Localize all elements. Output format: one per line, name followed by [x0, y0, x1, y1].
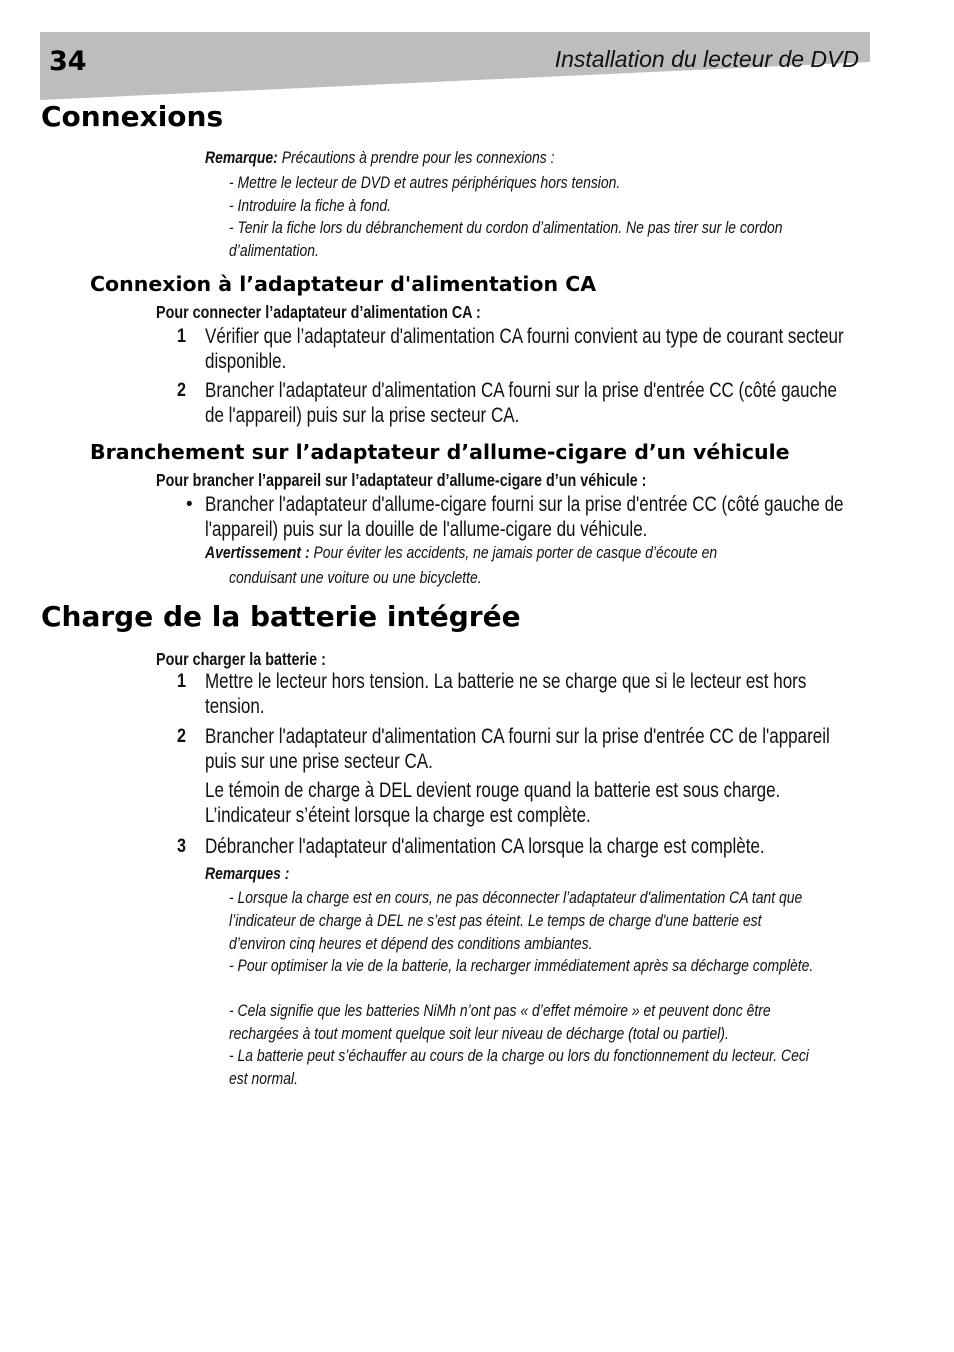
remark-item: - Pour optimiser la vie de la batterie, la recharger immédiatement après sa décharge complète.: [229, 956, 814, 975]
note-line: - Mettre le lecteur de DVD et autres périphériques hors tension.: [229, 173, 621, 192]
note-label: Remarque:: [205, 148, 278, 167]
bullet-text: Brancher l'adaptateur d'allume-cigare fourni sur la prise d'entrée CC (côté gauche de l'appareil) puis sur la douille de l'allume-cigare du véhicule.: [205, 493, 844, 541]
step-number: 1: [177, 326, 186, 347]
step-number: 2: [177, 726, 186, 747]
car-adapter-lead: Pour brancher l’appareil sur l’adaptateur d’allume-cigare d’un véhicule :: [156, 470, 647, 490]
note-intro: Précautions à prendre pour les connexions :: [277, 148, 555, 167]
step-extra-text: Le témoin de charge à DEL devient rouge quand la batterie est sous charge. L’indicateur s’éteint lorsque la charge est complète.: [205, 779, 781, 827]
remark-item: - Cela signifie que les batteries NiMh n’ont pas « d’effet mémoire » et peuvent donc être rechargées à tout moment quelque soit leur niveau de décharge (total ou partiel).: [229, 1001, 771, 1043]
bullet-icon: •: [186, 494, 193, 515]
note-line: - Tenir la fiche lors du débranchement du cordon d’alimentation. Ne pas tirer sur le cordon d’alimentation.: [229, 218, 783, 260]
step-text: Vérifier que l’adaptateur d'alimentation CA fourni convient au type de courant secteur disponible.: [205, 325, 844, 373]
step-text: Brancher l'adaptateur d'alimentation CA fourni sur la prise d'entrée CC de l'appareil puis sur une prise secteur CA.: [205, 725, 830, 773]
step-number: 1: [177, 671, 186, 692]
subsection-title-car-adapter: Branchement sur l’adaptateur d’allume-cigare d’un véhicule: [90, 440, 790, 464]
warning-label: Avertissement :: [205, 543, 310, 562]
subsection-title-ac-adapter: Connexion à l’adaptateur d'alimentation CA: [90, 272, 597, 296]
ac-adapter-lead: Pour connecter l’adaptateur d’alimentation CA :: [156, 302, 481, 322]
remark-item: - La batterie peut s’échauffer au cours de la charge ou lors du fonctionnement du lecteur. Ceci est normal.: [229, 1046, 809, 1088]
remarks-label: Remarques :: [205, 864, 290, 883]
step-text: Brancher l'adaptateur d'alimentation CA fourni sur la prise d'entrée CC (côté gauche de l'appareil) puis sur la prise secteur CA.: [205, 379, 837, 427]
warning-continuation: conduisant une voiture ou une bicyclette.: [229, 568, 482, 587]
step-number: 3: [177, 836, 186, 857]
running-title: Installation du lecteur de DVD: [554, 46, 859, 72]
section-title-battery: Charge de la batterie intégrée: [41, 600, 521, 633]
section-title-connexions: Connexions: [41, 100, 224, 133]
warning-note: [205, 543, 717, 563]
connexions-note: [205, 148, 554, 168]
battery-lead: Pour charger la batterie :: [156, 649, 326, 669]
note-line: - Introduire la fiche à fond.: [229, 196, 391, 215]
remark-item: - Lorsque la charge est en cours, ne pas déconnecter l’adaptateur d'alimentation CA tant que l’indicateur de charge à DEL ne s’est pas éteint. Le temps de charge d'une batterie est d’environ cinq heures et dépend des conditions ambiantes.: [229, 888, 803, 953]
step-text: Débrancher l'adaptateur d'alimentation CA lorsque la charge est complète.: [205, 835, 765, 858]
page-number: 34: [49, 46, 87, 77]
step-text: Mettre le lecteur hors tension. La batterie ne se charge que si le lecteur est hors tension.: [205, 670, 807, 718]
warning-text: Pour éviter les accidents, ne jamais porter de casque d’écoute en: [309, 543, 718, 562]
step-number: 2: [177, 380, 186, 401]
